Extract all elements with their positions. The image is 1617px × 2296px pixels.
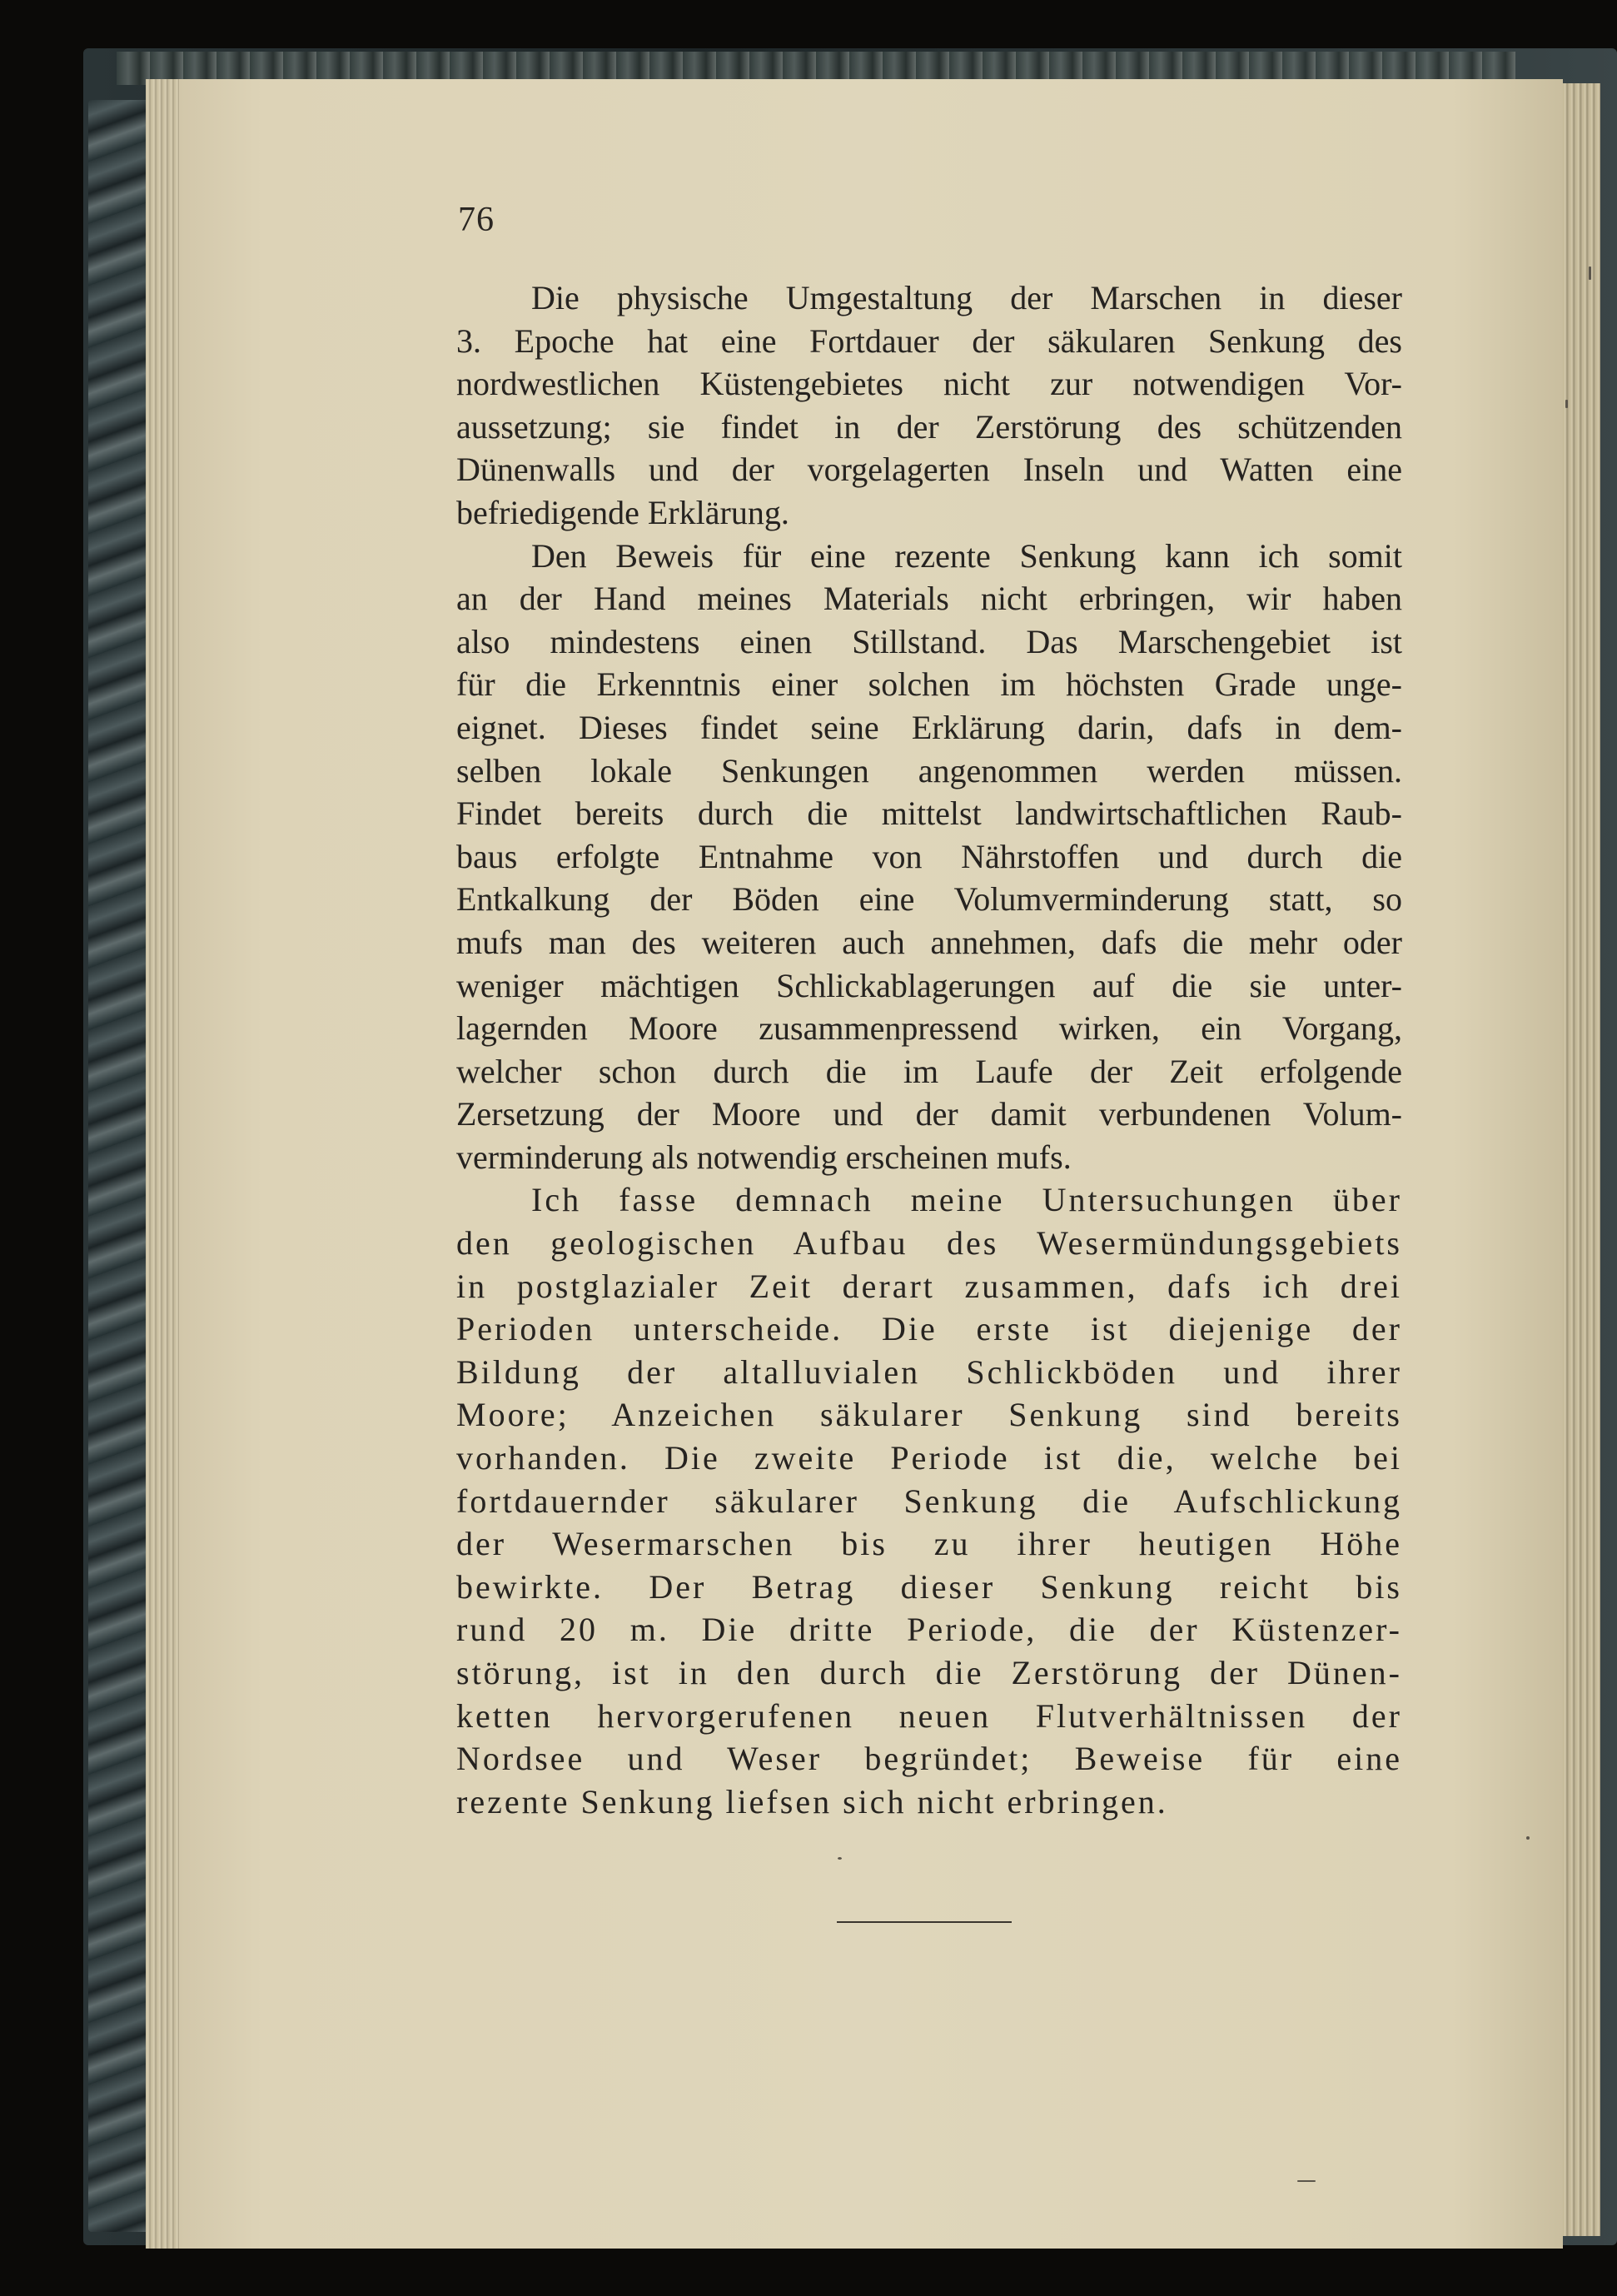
text-line: eignet. Dieses findet seine Erklärung darin, dafs in dem- <box>456 708 1402 746</box>
paper-speck <box>1589 266 1591 280</box>
text-line: Perioden unterscheide. Die erste ist diejenige der <box>456 1310 1402 1348</box>
text-line: Zersetzung der Moore und der damit verbundenen Volum- <box>456 1095 1402 1133</box>
text-line: Moore; Anzeichen säkularer Senkung sind bereits <box>456 1396 1402 1434</box>
paper-speck <box>1526 1836 1530 1840</box>
text-line: welcher schon durch die im Laufe der Zeit erfolgende <box>456 1052 1402 1090</box>
text-line: lagernden Moore zusammenpressend wirken, ein Vorgang, <box>456 1009 1402 1048</box>
text-line: selben lokale Senkungen angenommen werden müssen. <box>456 751 1402 789</box>
text-line: Findet bereits durch die mittelst landwirtschaftlichen Raub- <box>456 794 1402 833</box>
text-line: also mindestens einen Stillstand. Das Marschengebiet ist <box>456 622 1402 660</box>
text-line: bewirkte. Der Betrag dieser Senkung reicht bis <box>456 1567 1402 1606</box>
text-line: ketten hervorgerufenen neuen Flutverhältnissen der <box>456 1696 1402 1735</box>
text-line: aussetzung; sie findet in der Zerstörung des schützenden <box>456 407 1402 446</box>
text-line: in postglazialer Zeit derart zusammen, dafs ich drei <box>456 1267 1402 1305</box>
text-line: Bildung der altalluvialen Schlickböden und ihrer <box>456 1352 1402 1391</box>
text-line: rund 20 m. Die dritte Periode, die der Küstenzer- <box>456 1611 1402 1649</box>
text-line: Dünenwalls und der vorgelagerten Inseln und Watten eine <box>456 451 1402 489</box>
text-line: an der Hand meines Materials nicht erbringen, wir haben <box>456 580 1402 618</box>
text-line: Nordsee und Weser begründet; Beweise für eine <box>456 1740 1402 1778</box>
text-line: 3. Epoche hat eine Fortdauer der säkularen Senkung des <box>456 321 1402 360</box>
text-line: fortdauernder säkularer Senkung die Aufschlickung <box>456 1482 1402 1520</box>
text-line: Ich fasse demnach meine Untersuchungen über <box>531 1181 1402 1219</box>
end-rule <box>837 1921 1012 1923</box>
text-line: störung, ist in den durch die Zerstörung der Dünen- <box>456 1654 1402 1691</box>
text-line: Den Beweis für eine rezente Senkung kann ich somit <box>531 536 1402 575</box>
text-line: für die Erkenntnis einer solchen im höchsten Grade unge- <box>456 665 1402 704</box>
body-text <box>456 276 1402 1823</box>
page-edges-right <box>1563 83 1600 2236</box>
text-line: rezente Senkung liefsen sich nicht erbringen. <box>456 1782 1168 1820</box>
text-line: baus erfolgte Entnahme von Nährstoffen und durch die <box>456 837 1402 875</box>
page-number: 76 <box>458 201 495 239</box>
text-line: den geologischen Aufbau des Wesermündungsgebiets <box>456 1224 1402 1263</box>
paper-speck <box>1297 2180 1316 2182</box>
text-line: der Wesermarschen bis zu ihrer heutigen Höhe <box>456 1525 1402 1563</box>
paper-speck <box>838 1857 842 1860</box>
text-line: Entkalkung der Böden eine Volumverminderung statt, so <box>456 880 1402 919</box>
text-line: Die physische Umgestaltung der Marschen in dieser <box>531 279 1402 316</box>
text-line: nordwestlichen Küstengebietes nicht zur notwendigen Vor- <box>456 365 1402 403</box>
text-line: befriedigende Erklärung. <box>456 493 789 531</box>
text-line: verminderung als notwendig erscheinen mufs. <box>456 1138 1072 1176</box>
text-line: weniger mächtigen Schlickablagerungen auf die sie unter- <box>456 966 1402 1004</box>
paper-speck <box>1565 400 1568 408</box>
text-line: mufs man des weiteren auch annehmen, dafs die mehr oder <box>456 923 1402 961</box>
text-line: vorhanden. Die zweite Periode ist die, welche bei <box>456 1439 1402 1477</box>
